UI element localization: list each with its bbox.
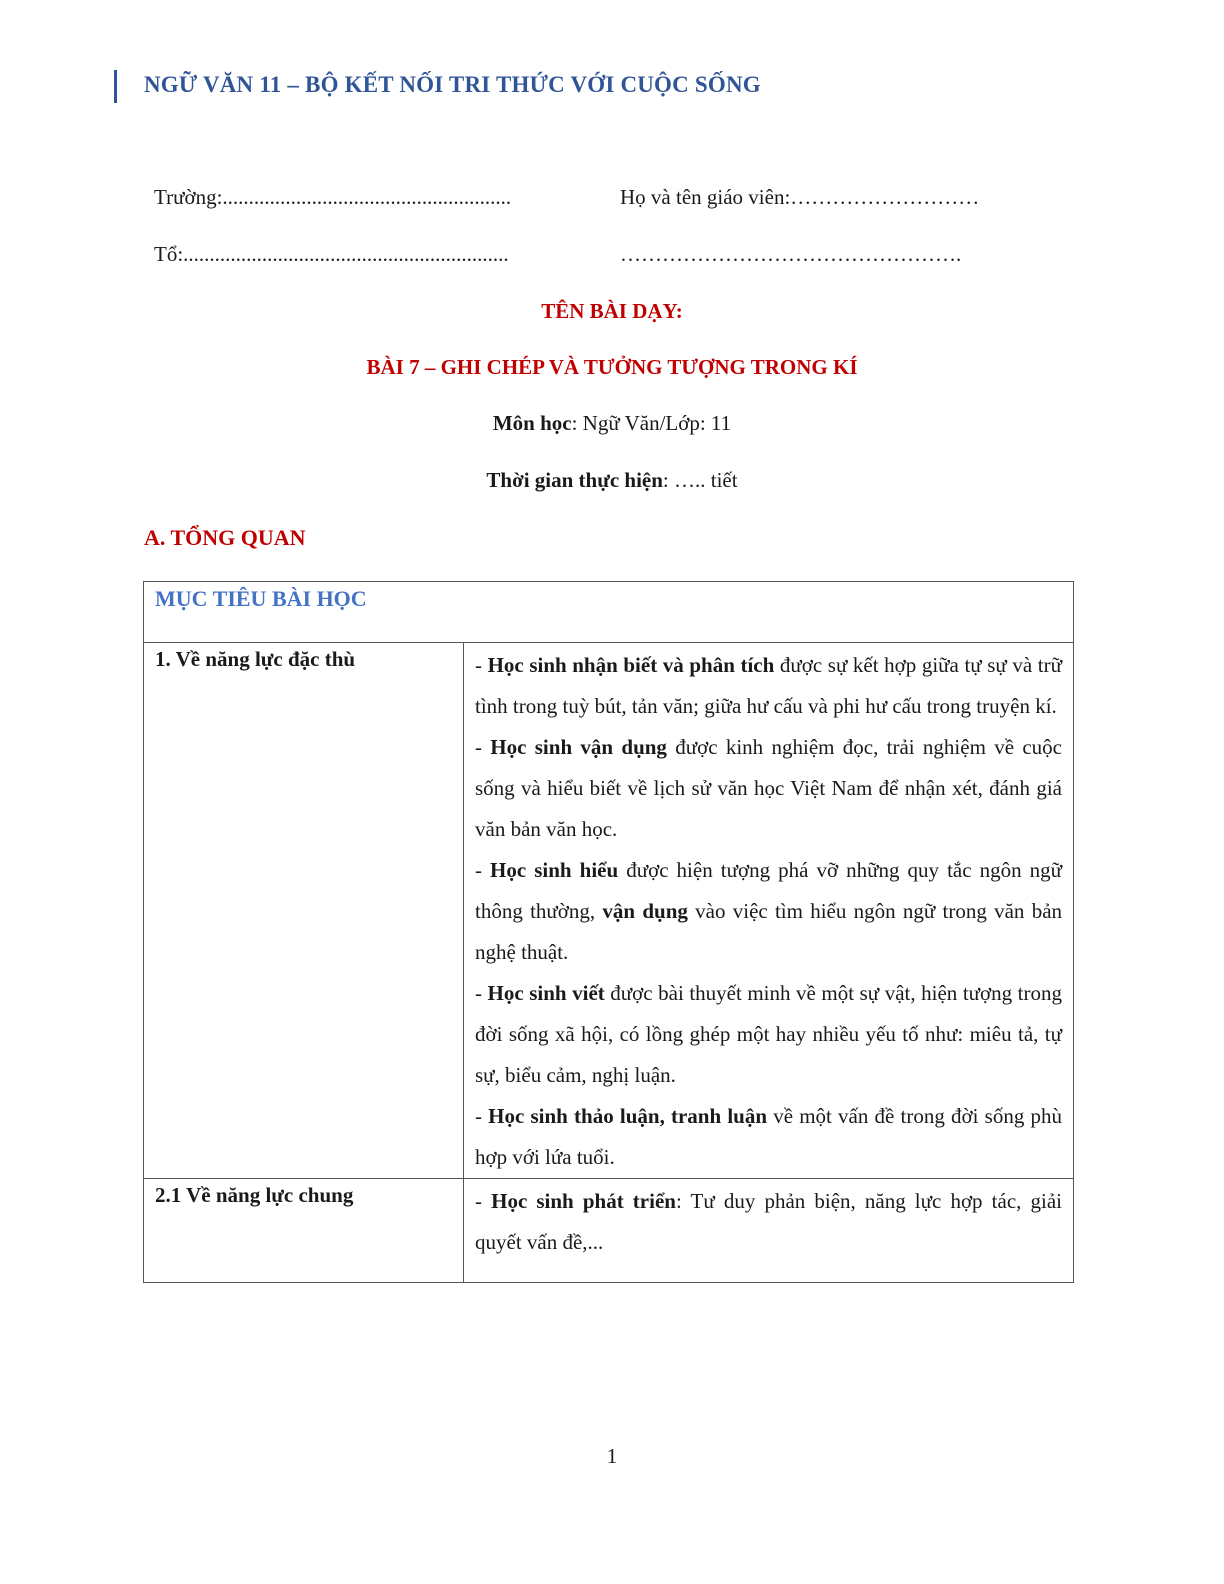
time-label: Thời gian thực hiện	[486, 468, 663, 492]
subject-line	[0, 411, 1224, 436]
time-line	[0, 468, 1224, 493]
document-header: NGỮ VĂN 11 – BỘ KẾT NỐI TRI THỨC VỚI CUỘC SỐNG	[144, 72, 761, 97]
objective-item: - Học sinh vận dụng được kinh nghiệm đọc, trải nghiệm về cuộc sống và hiểu biết về lịch sử văn học Việt Nam để nhận xét, đánh giá văn bản văn học.	[475, 735, 1062, 841]
page-number: 1	[606, 1444, 618, 1468]
subject-value: : Ngữ Văn/Lớp: 11	[571, 411, 732, 435]
objective-item: - Học sinh hiểu được hiện tượng phá vỡ những quy tắc ngôn ngữ thông thường, vận dụng vào việc tìm hiểu ngôn ngữ trong văn bản nghệ thuật.	[475, 858, 1063, 964]
time-value: : ….. tiết	[662, 468, 738, 492]
subject-label: Môn học	[492, 411, 572, 435]
lesson-title: BÀI 7 – GHI CHÉP VÀ TƯỞNG TƯỢNG TRONG KÍ	[366, 355, 858, 379]
row-label: 2.1 Về năng lực chung	[144, 1179, 464, 1283]
objective-item: - Học sinh phát triển: Tư duy phản biện, năng lực hợp tác, giải quyết vấn đề,...	[475, 1189, 1062, 1254]
row-label: 1. Về năng lực đặc thù	[144, 643, 464, 1179]
objectives-table	[143, 581, 1074, 1283]
header-accent-bar	[114, 70, 117, 103]
section-heading: A. TỔNG QUAN	[144, 525, 306, 550]
objective-item: - Học sinh thảo luận, tranh luận về một vấn đề trong đời sống phù hợp với lứa tuổi.	[475, 1104, 1062, 1169]
table-title: MỤC TIÊU BÀI HỌC	[144, 582, 1074, 643]
teacher-name-field: Họ và tên giáo viên:………………………	[620, 185, 980, 209]
row-content	[464, 643, 1074, 1179]
school-field: Trường:.......................................................	[154, 185, 512, 209]
row-content	[464, 1179, 1074, 1283]
lesson-label: TÊN BÀI DẠY:	[541, 299, 683, 323]
objective-item: - Học sinh nhận biết và phân tích được sự kết hợp giữa tự sự và trữ tình trong tuỳ bút, tản văn; giữa hư cấu và phi hư cấu trong truyện kí.	[475, 653, 1062, 718]
teacher-name-continuation: ………………………………………….	[620, 242, 962, 266]
group-field: Tổ:..............................................................	[154, 242, 509, 266]
objective-item: - Học sinh viết được bài thuyết minh về một sự vật, hiện tượng trong đời sống xã hội, có lồng ghép một hay nhiều yếu tố như: miêu tả, tự sự, biểu cảm, nghị luận.	[475, 981, 1062, 1087]
